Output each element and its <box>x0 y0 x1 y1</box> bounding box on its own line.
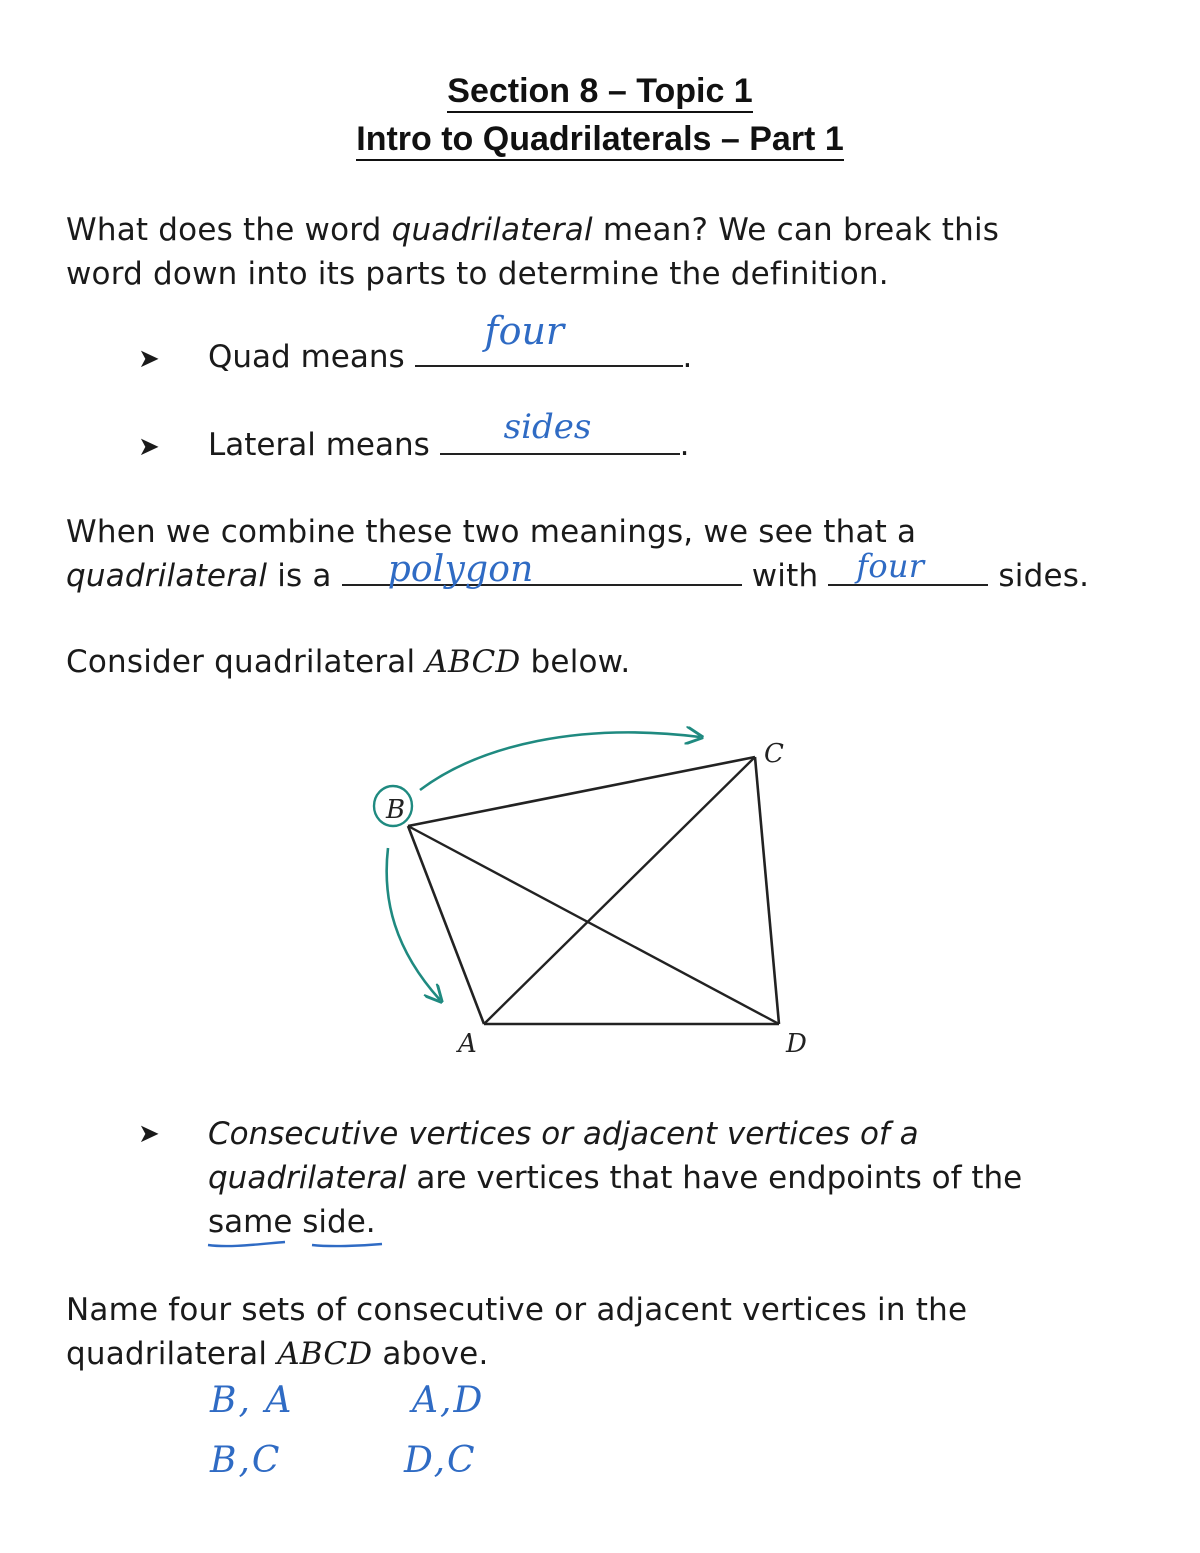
combine-text: with <box>741 558 829 594</box>
definition-line-3: same side. <box>208 1204 376 1240</box>
bullet-end: . <box>679 427 690 463</box>
arrow-b-to-a-icon <box>387 848 440 1000</box>
combine-text-end: sides. <box>988 558 1090 594</box>
handwritten-answer: sides <box>503 407 592 447</box>
section-title-text: Section 8 – Topic 1 <box>447 72 752 113</box>
definition-line-2 <box>208 1156 1022 1200</box>
answer-pair-4: D,C <box>404 1440 477 1481</box>
handwritten-answer: polygon <box>387 549 534 590</box>
intro-text-end: mean? We can break this <box>592 212 1000 248</box>
bullet-end: . <box>682 339 693 375</box>
task-line-1: Name four sets of consecutive or adjacent vertices in the <box>66 1292 968 1328</box>
intro-text: What does the word <box>66 212 392 248</box>
consider-end: below. <box>520 644 631 680</box>
topic-title-text: Intro to Quadrilaterals – Part 1 <box>356 120 843 161</box>
definition-line-1: Consecutive vertices or adjacent vertices of a <box>208 1116 919 1152</box>
vertex-label-c: C <box>764 739 784 769</box>
combine-term: quadrilateral <box>66 558 268 594</box>
bullet-label: Lateral means <box>208 427 440 463</box>
intro-term: quadrilateral <box>391 212 593 248</box>
definition-bullet <box>138 1112 1022 1244</box>
answer-pair-2: A,D <box>412 1380 485 1421</box>
handwritten-answer: four <box>856 547 925 585</box>
definition-term: quadrilateral <box>208 1160 407 1196</box>
vertex-label-b: B <box>386 795 406 825</box>
handwritten-answer: four <box>484 309 565 353</box>
side-cd <box>755 757 779 1024</box>
task-text: quadrilateral <box>66 1336 278 1372</box>
arrow-b-to-c-icon <box>420 732 700 790</box>
diagonal-ac <box>484 757 755 1024</box>
definition-text-2: are vertices that have endpoints of the <box>406 1160 1023 1196</box>
arrowhead-bullet-icon: ➤ <box>138 432 160 462</box>
consider-text: Consider quadrilateral <box>66 644 426 680</box>
vertex-label-d: D <box>786 1029 807 1059</box>
answer-pair-3: B,C <box>210 1440 282 1481</box>
arrowhead-bullet-icon: ➤ <box>138 344 160 374</box>
quadrilateral-name: ABCD <box>277 1336 373 1372</box>
diagonal-bd <box>408 826 779 1024</box>
bullet-label: Quad means <box>208 339 415 375</box>
quadrilateral-name: ABCD <box>425 644 521 680</box>
vertex-label-a: A <box>458 1029 477 1059</box>
task-paragraph <box>66 1288 967 1376</box>
underline-side <box>312 1244 382 1246</box>
combine-line-1: When we combine these two meanings, we see that a <box>66 514 917 550</box>
intro-line-2: word down into its parts to determine the definition. <box>66 256 889 292</box>
combine-text: is a <box>267 558 342 594</box>
task-text-end: above. <box>372 1336 489 1372</box>
arrowhead-bullet-icon: ➤ <box>138 1119 160 1149</box>
answer-pair-1: B, A <box>210 1380 294 1421</box>
definition-text <box>208 1112 1022 1244</box>
side-ba <box>408 826 484 1024</box>
task-line-2 <box>66 1332 967 1376</box>
